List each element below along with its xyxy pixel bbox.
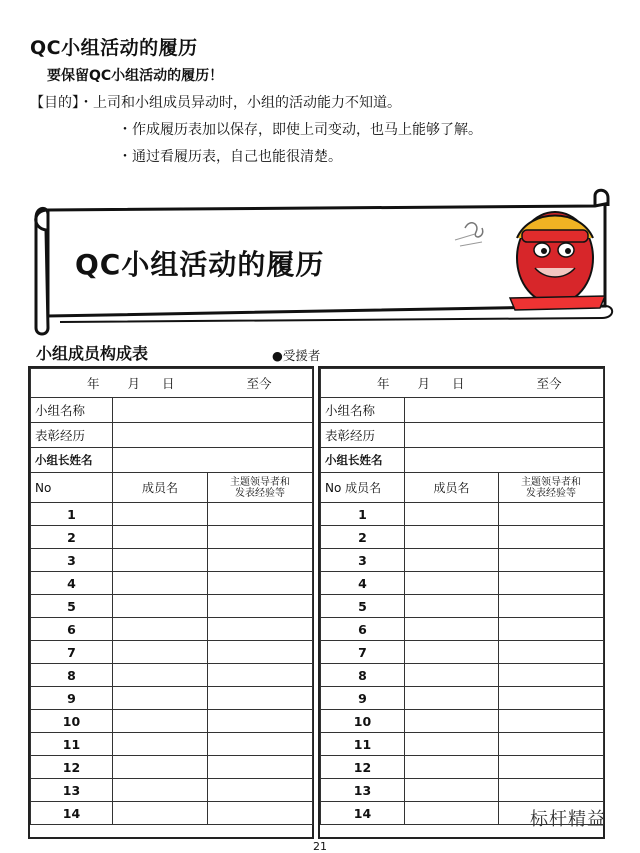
- leader-experience-cell[interactable]: [499, 526, 604, 549]
- member-name-cell[interactable]: [405, 664, 499, 687]
- leader-label: 小组长姓名: [31, 448, 113, 473]
- row-number: 10: [31, 710, 113, 733]
- table-row: [321, 503, 604, 526]
- leader-experience-cell[interactable]: [208, 687, 313, 710]
- table-row: [321, 641, 604, 664]
- row-number: 13: [321, 779, 405, 802]
- leader-experience-cell[interactable]: [499, 549, 604, 572]
- purpose-line-2: ・作成履历表加以保存，即使上司变动，也马上能够了解。: [118, 122, 482, 138]
- page-number: 21: [313, 840, 327, 853]
- group-name-field[interactable]: [405, 398, 604, 423]
- member-name-cell[interactable]: [405, 733, 499, 756]
- row-number: 13: [31, 779, 113, 802]
- group-name-label: 小组名称: [321, 398, 405, 423]
- table-row: [31, 641, 313, 664]
- leader-field[interactable]: [405, 448, 604, 473]
- group-name-label: 小组名称: [31, 398, 113, 423]
- leader-experience-cell[interactable]: [499, 572, 604, 595]
- date-until: 至今: [536, 376, 562, 391]
- member-name-cell[interactable]: [113, 549, 208, 572]
- table-row: [31, 369, 313, 398]
- date-cell[interactable]: [321, 369, 604, 398]
- table-row: [321, 526, 604, 549]
- purpose-text-1: ・上司和小组成员异动时，小组的活动能力不知道。: [79, 95, 401, 111]
- award-label: 表彰经历: [321, 423, 405, 448]
- member-name-cell[interactable]: [405, 572, 499, 595]
- row-number: 2: [321, 526, 405, 549]
- date-month: 月: [417, 376, 431, 391]
- table-row: [321, 710, 604, 733]
- col-no-header: No: [31, 473, 113, 503]
- table-row: [321, 779, 604, 802]
- table-row: [321, 398, 604, 423]
- row-number: 6: [321, 618, 405, 641]
- member-name-cell[interactable]: [113, 733, 208, 756]
- member-name-cell[interactable]: [113, 802, 208, 825]
- row-number: 12: [321, 756, 405, 779]
- table-row: [31, 710, 313, 733]
- member-name-cell[interactable]: [405, 779, 499, 802]
- leader-experience-cell[interactable]: [208, 733, 313, 756]
- member-name-cell[interactable]: [113, 572, 208, 595]
- table-row: [31, 802, 313, 825]
- leader-experience-cell[interactable]: [208, 802, 313, 825]
- member-name-cell[interactable]: [113, 526, 208, 549]
- row-number: 9: [321, 687, 405, 710]
- member-name-cell[interactable]: [405, 687, 499, 710]
- member-name-cell[interactable]: [113, 595, 208, 618]
- member-name-cell[interactable]: [405, 595, 499, 618]
- row-number: 7: [31, 641, 113, 664]
- leader-experience-cell[interactable]: [499, 779, 604, 802]
- member-name-cell[interactable]: [405, 802, 499, 825]
- table-row: [321, 423, 604, 448]
- page-heading: QC小组活动的履历: [30, 37, 198, 59]
- table-row: [321, 448, 604, 473]
- date-month: 月: [127, 376, 141, 391]
- row-number: 5: [31, 595, 113, 618]
- table-row: [31, 398, 313, 423]
- table-row: [31, 595, 313, 618]
- col-leader-header-line1: 主题领导者和: [521, 476, 582, 488]
- table-row: [321, 756, 604, 779]
- table-row: [31, 526, 313, 549]
- table-header-row: [31, 473, 313, 503]
- table-row: [31, 448, 313, 473]
- member-name-cell[interactable]: [113, 618, 208, 641]
- award-label: 表彰经历: [31, 423, 113, 448]
- leader-experience-cell[interactable]: [499, 595, 604, 618]
- purpose-line-3: ・通过看履历表，自己也能很清楚。: [118, 149, 342, 165]
- table-row: [31, 423, 313, 448]
- banner-title: QC小组活动的履历: [75, 248, 325, 281]
- right-member-table: [320, 368, 604, 825]
- row-number: 1: [321, 503, 405, 526]
- table-row: [321, 664, 604, 687]
- table-header-row: [321, 473, 604, 503]
- date-cell[interactable]: [31, 369, 313, 398]
- table-row: [31, 572, 313, 595]
- leader-experience-cell[interactable]: [208, 572, 313, 595]
- leader-experience-cell[interactable]: [499, 710, 604, 733]
- row-number: 4: [31, 572, 113, 595]
- leader-experience-cell[interactable]: [499, 664, 604, 687]
- table-row: [321, 618, 604, 641]
- leader-experience-cell[interactable]: [208, 641, 313, 664]
- row-number: 11: [321, 733, 405, 756]
- award-field[interactable]: [405, 423, 604, 448]
- row-number: 5: [321, 595, 405, 618]
- leader-field[interactable]: [113, 448, 313, 473]
- member-name-cell[interactable]: [405, 641, 499, 664]
- row-number: 14: [321, 802, 405, 825]
- left-member-table: [30, 368, 313, 825]
- table-row: [31, 503, 313, 526]
- table-row: [31, 687, 313, 710]
- table-row: [31, 664, 313, 687]
- member-name-cell[interactable]: [113, 664, 208, 687]
- page-subheading: 要保留QC小组活动的履历！: [47, 68, 224, 84]
- member-name-cell[interactable]: [113, 779, 208, 802]
- row-number: 2: [31, 526, 113, 549]
- table-row: [31, 779, 313, 802]
- member-name-cell[interactable]: [405, 618, 499, 641]
- member-name-cell[interactable]: [405, 503, 499, 526]
- table-row: [321, 733, 604, 756]
- date-year: 年: [377, 376, 390, 391]
- watermark: 标杆精益: [530, 809, 606, 830]
- leader-experience-cell[interactable]: [208, 664, 313, 687]
- date-year: 年: [87, 376, 100, 391]
- table-row: [321, 549, 604, 572]
- table-row: [31, 756, 313, 779]
- col-no-header: No 成员名: [321, 473, 405, 503]
- row-number: 10: [321, 710, 405, 733]
- col-leader-header-line2: 发表经验等: [235, 487, 286, 499]
- row-number: 8: [321, 664, 405, 687]
- member-name-cell[interactable]: [405, 756, 499, 779]
- row-number: 12: [31, 756, 113, 779]
- leader-experience-cell[interactable]: [208, 756, 313, 779]
- leader-experience-cell[interactable]: [499, 641, 604, 664]
- row-number: 3: [31, 549, 113, 572]
- member-name-cell[interactable]: [113, 710, 208, 733]
- table-row: [321, 687, 604, 710]
- leader-experience-cell[interactable]: [208, 526, 313, 549]
- col-leader-header: [208, 473, 313, 503]
- leader-experience-cell[interactable]: [208, 549, 313, 572]
- legend-supported: ●受援者: [272, 348, 321, 363]
- leader-experience-cell[interactable]: [499, 733, 604, 756]
- leader-experience-cell[interactable]: [499, 503, 604, 526]
- row-number: 6: [31, 618, 113, 641]
- leader-experience-cell[interactable]: [208, 618, 313, 641]
- member-name-cell[interactable]: [405, 526, 499, 549]
- member-name-cell[interactable]: [113, 687, 208, 710]
- leader-experience-cell[interactable]: [208, 503, 313, 526]
- group-name-field[interactable]: [113, 398, 313, 423]
- section-title: 小组成员构成表: [36, 344, 149, 363]
- purpose-line-1: [30, 92, 401, 112]
- col-member-header: 成员名: [113, 473, 208, 503]
- table-row: [31, 618, 313, 641]
- col-member-header: 成员名: [405, 473, 499, 503]
- row-number: 3: [321, 549, 405, 572]
- leader-experience-cell[interactable]: [499, 687, 604, 710]
- member-name-cell[interactable]: [113, 641, 208, 664]
- purpose-label: 【目的】: [30, 95, 79, 111]
- leader-experience-cell[interactable]: [499, 618, 604, 641]
- member-name-cell[interactable]: [113, 503, 208, 526]
- row-number: 8: [31, 664, 113, 687]
- table-row: [31, 733, 313, 756]
- table-row: [321, 572, 604, 595]
- date-day: 日: [452, 376, 465, 391]
- row-number: 1: [31, 503, 113, 526]
- member-name-cell[interactable]: [405, 710, 499, 733]
- row-number: 4: [321, 572, 405, 595]
- member-name-cell[interactable]: [405, 549, 499, 572]
- leader-experience-cell[interactable]: [208, 710, 313, 733]
- col-leader-header: [499, 473, 604, 503]
- member-name-cell[interactable]: [113, 756, 208, 779]
- leader-experience-cell[interactable]: [208, 779, 313, 802]
- row-number: 11: [31, 733, 113, 756]
- date-until: 至今: [246, 376, 272, 391]
- col-leader-header-line2: 发表经验等: [526, 487, 577, 499]
- award-field[interactable]: [113, 423, 313, 448]
- date-day: 日: [162, 376, 175, 391]
- table-row: [321, 595, 604, 618]
- leader-experience-cell[interactable]: [499, 756, 604, 779]
- row-number: 9: [31, 687, 113, 710]
- row-number: 7: [321, 641, 405, 664]
- row-number: 14: [31, 802, 113, 825]
- leader-label: 小组长姓名: [321, 448, 405, 473]
- table-row: [31, 549, 313, 572]
- col-leader-header-line1: 主题领导者和: [230, 476, 291, 488]
- table-row: [321, 369, 604, 398]
- leader-experience-cell[interactable]: [208, 595, 313, 618]
